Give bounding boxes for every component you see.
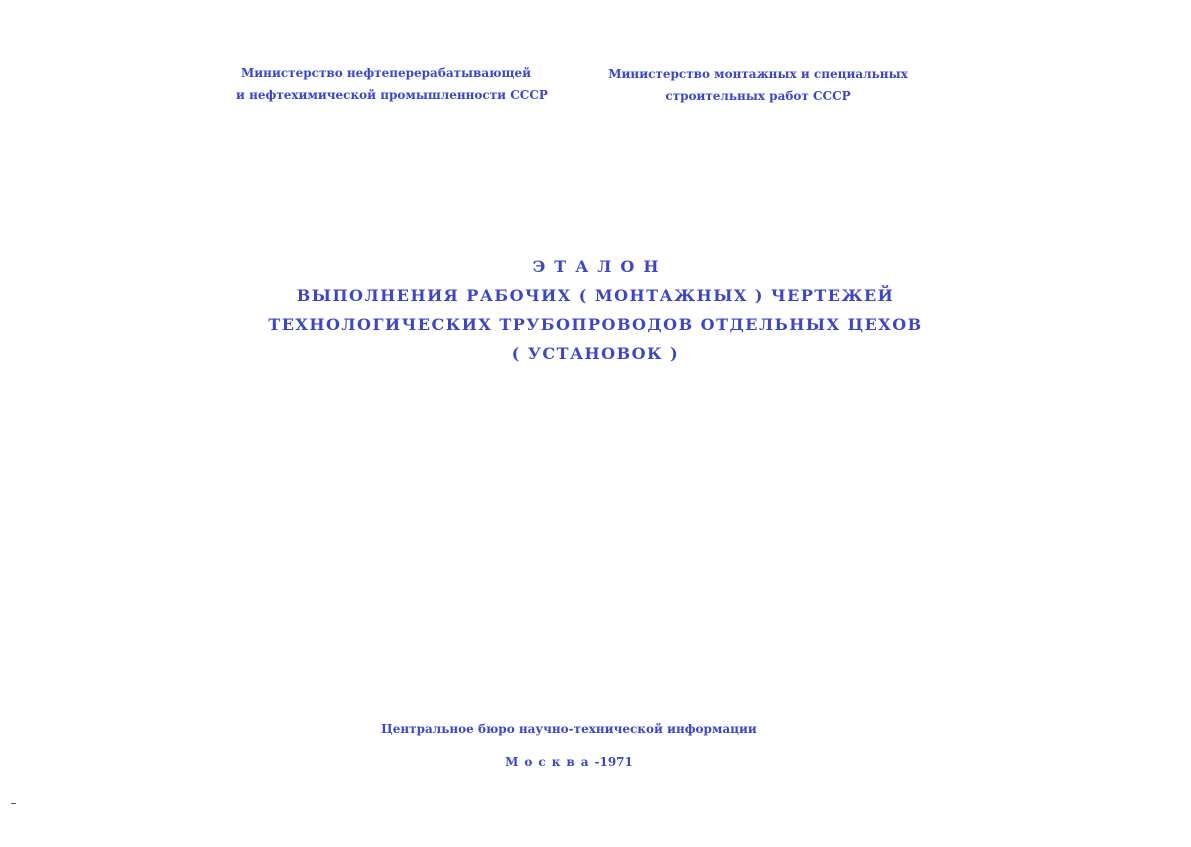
ministry-left-line1: Министерство нефтеперерабатывающей bbox=[241, 66, 531, 80]
title-line-etalon: ЭТАЛОН bbox=[532, 257, 668, 276]
publisher-year: -1971 bbox=[594, 755, 633, 769]
publisher-bureau: Центральное бюро научно-технической информации bbox=[381, 722, 757, 736]
title-line-2: ВЫПОЛНЕНИЯ РАБОЧИХ ( МОНТАЖНЫХ ) ЧЕРТЕЖЕЙ bbox=[296, 286, 895, 305]
ministry-right-line2: строительных работ СССР bbox=[665, 89, 851, 103]
publisher-city: Москва bbox=[505, 755, 595, 769]
publisher-city-year bbox=[0, 755, 1138, 769]
ministry-left-heading bbox=[236, 62, 548, 106]
title-line-3: ТЕХНОЛОГИЧЕСКИХ ТРУБОПРОВОДОВ ОТДЕЛЬНЫХ ЦЕХОВ bbox=[268, 315, 923, 334]
title-line-4: ( УСТАНОВОК ) bbox=[511, 344, 680, 363]
document-title bbox=[0, 252, 1191, 368]
ministry-left-line2: и нефтехимической промышленности СССР bbox=[236, 88, 548, 102]
ministry-right-heading bbox=[608, 63, 908, 107]
scan-mark bbox=[11, 803, 16, 804]
ministry-right-line1: Министерство монтажных и специальных bbox=[608, 67, 908, 81]
